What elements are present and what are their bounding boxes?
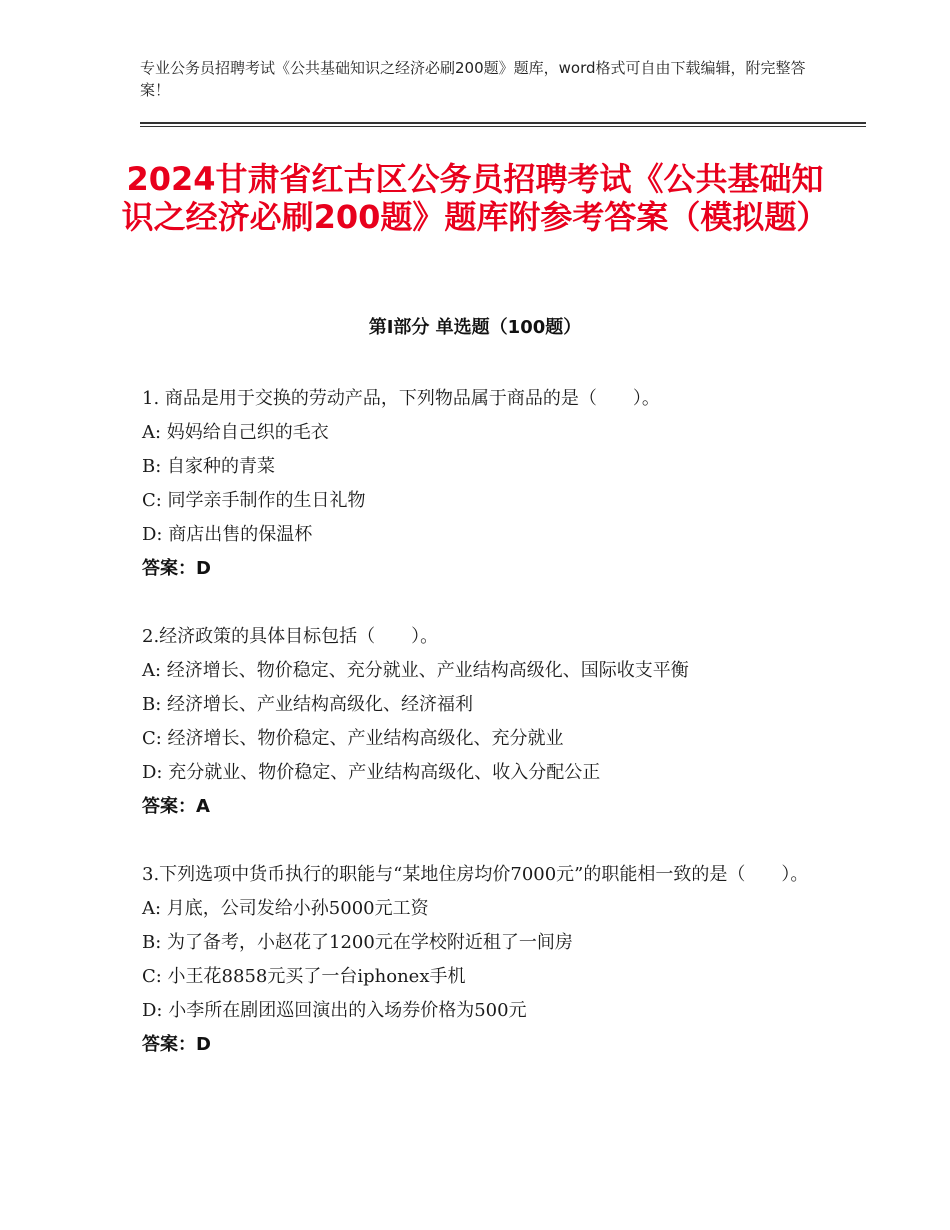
question-3 xyxy=(142,858,812,1062)
answer: 答案：D xyxy=(142,1034,211,1055)
header-rule-thick xyxy=(140,122,866,124)
question-stem: 3.下列选项中货币执行的职能与“某地住房均价7000元”的职能相一致的是（ ）。 xyxy=(142,864,809,885)
option-d: D: 充分就业、物价稳定、产业结构高级化、收入分配公正 xyxy=(142,762,601,783)
section-title: 第Ⅰ部分 单选题（100题） xyxy=(368,317,582,338)
option-d: D: 商店出售的保温杯 xyxy=(142,524,313,545)
option-a: A: 经济增长、物价稳定、充分就业、产业结构高级化、国际收支平衡 xyxy=(142,660,689,681)
option-b: B: 为了备考，小赵花了1200元在学校附近租了一间房 xyxy=(142,932,573,953)
document-title: 2024甘肃省红古区公务员招聘考试《公共基础知识之经济必刷200题》题库附参考答案（模拟题） xyxy=(121,160,829,236)
question-stem: 2.经济政策的具体目标包括（ ）。 xyxy=(142,626,439,647)
option-c: C: 经济增长、物价稳定、产业结构高级化、充分就业 xyxy=(142,728,564,749)
header-rule-thin xyxy=(140,126,866,127)
option-c: C: 小王花8858元买了一台iphonex手机 xyxy=(142,966,466,987)
option-c: C: 同学亲手制作的生日礼物 xyxy=(142,490,366,511)
option-b: B: 经济增长、产业结构高级化、经济福利 xyxy=(142,694,474,715)
option-d: D: 小李所在剧团巡回演出的入场券价格为500元 xyxy=(142,1000,527,1021)
question-stem: 1. 商品是用于交换的劳动产品，下列物品属于商品的是（ ）。 xyxy=(142,388,660,409)
answer: 答案：D xyxy=(142,558,211,579)
answer: 答案：A xyxy=(142,796,210,817)
question-2 xyxy=(142,620,812,824)
option-a: A: 月底，公司发给小孙5000元工资 xyxy=(142,898,429,919)
question-list xyxy=(142,382,812,1096)
question-1 xyxy=(142,382,812,586)
option-a: A: 妈妈给自己织的毛衣 xyxy=(142,422,329,443)
option-b: B: 自家种的青菜 xyxy=(142,456,276,477)
header-note: 专业公务员招聘考试《公共基础知识之经济必刷200题》题库，word格式可自由下载编辑，附完整答案！ xyxy=(140,59,806,99)
